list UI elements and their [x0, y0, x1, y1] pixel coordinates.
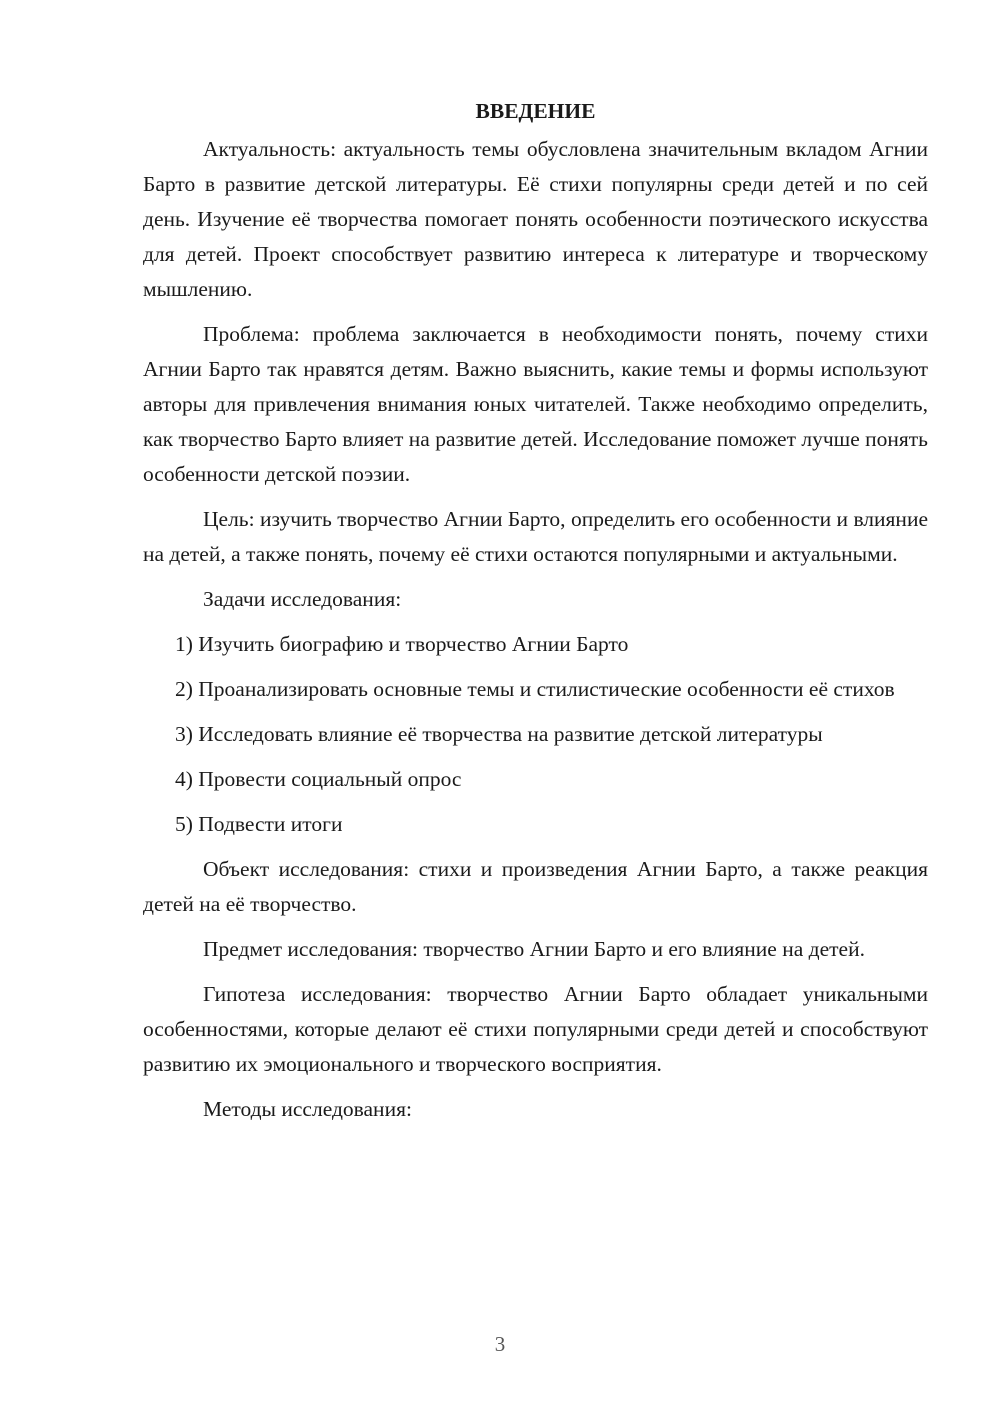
- paragraph-goal: Цель: изучить творчество Агнии Барто, определить его особенности и влияние на детей, а также понять, почему её стихи остаются популярными и актуальными.: [143, 507, 928, 566]
- tasks-heading: Задачи исследования:: [203, 587, 402, 611]
- document-page: [143, 96, 928, 1127]
- methods-heading: Методы исследования:: [203, 1097, 412, 1121]
- paragraph-object: Объект исследования: стихи и произведения Агнии Барто, а также реакция детей на её творчество.: [143, 857, 928, 916]
- paragraph-hypothesis: Гипотеза исследования: творчество Агнии Барто обладает уникальными особенностями, которые делают её стихи популярными среди детей и способствуют развитию их эмоционального и творческого восприятия.: [143, 982, 928, 1076]
- paragraph-problem: Проблема: проблема заключается в необходимости понять, почему стихи Агнии Барто так нравятся детям. Важно выяснить, какие темы и формы используют авторы для привлечения внимания юных читателей. Также необходимо определить, как творчество Барто влияет на развитие детей. Исследование поможет лучше понять особенности детской поэзии.: [143, 322, 928, 486]
- page-number: 3: [494, 1332, 506, 1356]
- task-item-5: 5) Подвести итоги: [175, 812, 343, 836]
- task-item-3: 3) Исследовать влияние её творчества на развитие детской литературы: [175, 722, 823, 746]
- task-item-4: 4) Провести социальный опрос: [175, 767, 462, 791]
- task-item-2: 2) Проанализировать основные темы и стилистические особенности её стихов: [175, 677, 895, 701]
- task-item-1: 1) Изучить биографию и творчество Агнии Барто: [175, 632, 629, 656]
- paragraph-subject: Предмет исследования: творчество Агнии Барто и его влияние на детей.: [203, 937, 865, 961]
- section-title: ВВЕДЕНИЕ: [475, 99, 596, 123]
- paragraph-relevance: Актуальность: актуальность темы обусловлена значительным вкладом Агнии Барто в развитие детской литературы. Её стихи популярны среди детей и по сей день. Изучение её творчества помогает понять особенности поэтического искусства для детей. Проект способствует развитию интереса к литературе и творческому мышлению.: [143, 137, 928, 301]
